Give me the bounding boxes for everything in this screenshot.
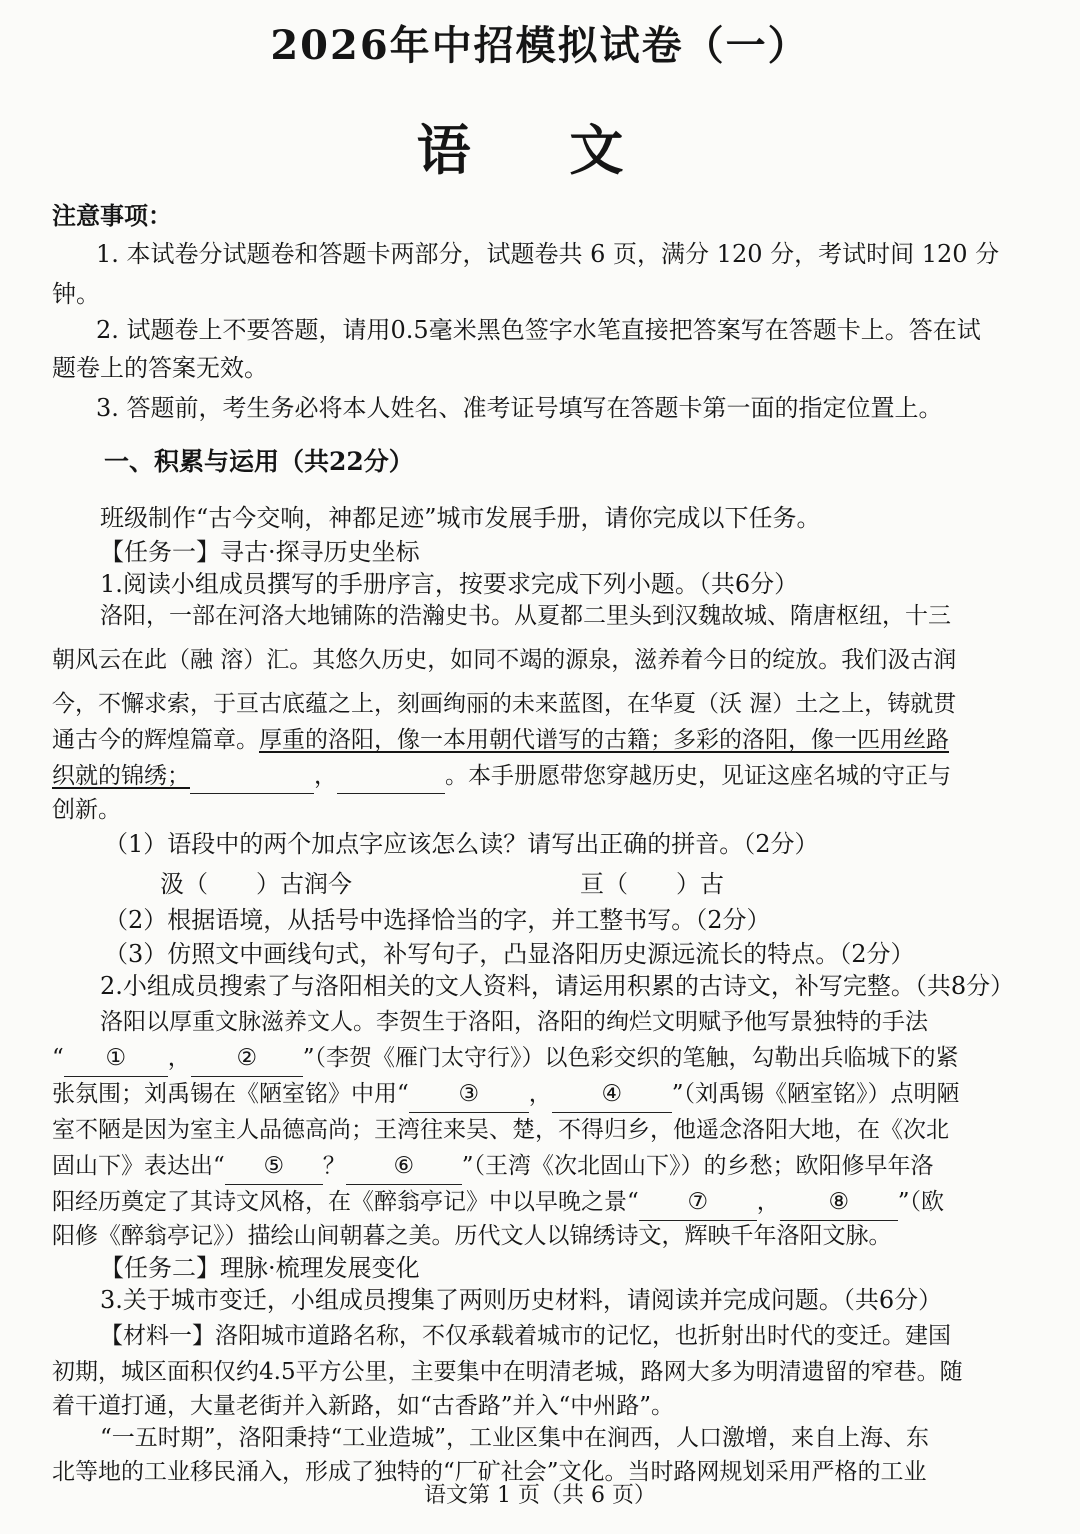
notice-item-1-cont: 钟。 [52, 280, 100, 308]
material-line-5: 北等地的工业移民涌入，形成了独特的“厂矿社会”文化。当时路网规划采用严格的工业 [52, 1459, 927, 1485]
q2-line-3: 张氛围；刘禹锡在《陋室铭》中用“ ③ ， ④ ”（刘禹锡《陋室铭》）点明陋 [52, 1076, 1032, 1113]
page-footer: 语文第 1 页（共 6 页） [424, 1483, 656, 1508]
q2-line-6: 阳经历奠定了其诗文风格，在《醉翁亭记》中以早晚之景“ ⑦ ， ⑧ ”（欧 [52, 1184, 1032, 1221]
notice-item-2-cont: 题卷上的答案无效。 [52, 354, 268, 382]
question-1: 1.阅读小组成员撰写的手册序言，按要求完成下列小题。（共6分） [100, 570, 799, 598]
notice-item-2: 2. 试题卷上不要答题，请用0.5毫米黑色签字水笔直接把答案写在答题卡上。答在试 [96, 316, 981, 344]
passage-text: 通古今的辉煌篇章。 [52, 727, 259, 753]
subquestion-3: （3）仿照文中画线句式，补写句子，凸显洛阳历史源远流长的特点。（2分） [104, 940, 915, 968]
material-line-4: “一五时期”，洛阳秉持“工业造城”，工业区集中在涧西，人口激增，来自上海、东 [100, 1425, 930, 1451]
underlined-sentence-end: 织就的锦绣； [52, 763, 190, 789]
q2-text: （欧 [909, 1189, 945, 1215]
subquestion-2: （2）根据语境，从括号中选择恰当的字，并工整书写。（2分） [104, 906, 771, 934]
q2-text: 张氛围；刘禹锡在《陋室铭》中用“ [52, 1081, 409, 1107]
blank-6[interactable]: ⑥ [346, 1148, 462, 1185]
notice-item-3: 3. 答题前，考生务必将本人姓名、准考证号填写在答题卡第一面的指定位置上。 [96, 394, 943, 422]
blank-7[interactable]: ⑦ [639, 1184, 757, 1221]
q2-text: 阳经历奠定了其诗文风格，在《醉翁亭记》中以早晚之景“ [52, 1189, 639, 1215]
section-heading: 一、积累与运用（共22分） [104, 447, 414, 476]
passage-line-2: 朝风云在此（融 溶）汇。其悠久历史，如同不竭的源泉，滋养着今日的绽放。我们汲古润 [52, 647, 957, 673]
q2-text: （王湾《次北固山下》）的乡愁；欧阳修早年洛 [473, 1153, 934, 1179]
q2-line-1: 洛阳以厚重文脉滋养文人。李贺生于洛阳，洛阳的绚烂文明赋予他写景独特的手法 [100, 1009, 928, 1035]
exam-title: 2026年中招模拟试卷（一） [270, 22, 810, 69]
passage-text: 。本手册愿带您穿越历史，见证这座名城的守正与 [445, 763, 951, 789]
notice-heading: 注意事项： [52, 201, 172, 230]
blank-4[interactable]: ④ [552, 1076, 672, 1113]
passage-line-6: 创新。 [52, 797, 121, 823]
q2-line-7: 阳修《醉翁亭记》）描绘山间朝暮之美。历代文人以锦绣诗文，辉映千年洛阳文脉。 [52, 1223, 892, 1249]
fill-blank[interactable] [190, 767, 314, 794]
question-3: 3.关于城市变迁，小组成员搜集了两则历史材料，请阅读并完成问题。（共6分） [100, 1286, 943, 1314]
material-line-3: 着干道打通，大量老街并入新路，如“古香路”并入“中州路”。 [52, 1393, 675, 1419]
comma: ， [314, 763, 337, 789]
pinyin-item-1: 汲（ ）古润今 [160, 870, 352, 898]
q2-text: （刘禹锡《陋室铭》）点明陋 [683, 1081, 960, 1107]
passage-line-3: 今，不懈求索，于亘古底蕴之上，刻画绚丽的未来蓝图，在华夏（沃 渥）土之上，铸就贯 [52, 691, 957, 717]
task-2-heading: 【任务二】理脉·梳理发展变化 [100, 1254, 420, 1282]
blank-3[interactable]: ③ [409, 1076, 529, 1113]
material-line-1: 【材料一】洛阳城市道路名称，不仅承载着城市的记忆，也折射出时代的变迁。建国 [100, 1323, 951, 1349]
question-2: 2.小组成员搜索了与洛阳相关的文人资料，请运用积累的古诗文，补写完整。（共8分） [100, 972, 1015, 1000]
blank-8[interactable]: ⑧ [780, 1184, 898, 1221]
material-line-2: 初期，城区面积仅约4.5平方公里，主要集中在明清老城，路网大多为明清遗留的窄巷。随 [52, 1359, 963, 1385]
q2-text: 固山下》表达出“ [52, 1153, 225, 1179]
blank-5[interactable]: ⑤ [225, 1148, 323, 1185]
notice-item-1: 1. 本试卷分试题卷和答题卡两部分，试题卷共 6 页，满分 120 分，考试时间 120 分 [96, 240, 1000, 268]
q2-text: （李贺《雁门太守行》）以色彩交织的笔触，勾勒出兵临城下的紧 [314, 1045, 959, 1071]
blank-1[interactable]: ① [64, 1040, 168, 1077]
q2-line-5: 固山下》表达出“ ⑤ ？ ⑥ ”（王湾《次北固山下》）的乡愁；欧阳修早年洛 [52, 1148, 1032, 1185]
passage-line-5 [52, 758, 1032, 794]
q2-line-2: “ ① ， ② ”（李贺《雁门太守行》）以色彩交织的笔触，勾勒出兵临城下的紧 [52, 1040, 1032, 1077]
underlined-sentence: 厚重的洛阳，像一本用朝代谱写的古籍；多彩的洛阳，像一匹用丝路 [259, 727, 949, 753]
task-1-heading: 【任务一】寻古·探寻历史坐标 [100, 538, 420, 566]
pinyin-item-2: 亘（ ）古 [580, 870, 724, 898]
section-intro: 班级制作“古今交响，神都足迹”城市发展手册，请你完成以下任务。 [100, 504, 821, 532]
passage-line-1: 洛阳，一部在河洛大地铺陈的浩瀚史书。从夏都二里头到汉魏故城、隋唐枢纽，十三 [100, 603, 951, 629]
q2-line-4: 室不陋是因为室主人品德高尚；王湾往来吴、楚，不得归乡，他遥念洛阳大地，在《次北 [52, 1117, 949, 1143]
fill-blank[interactable] [337, 767, 445, 794]
subquestion-1: （1）语段中的两个加点字应该怎么读？请写出正确的拼音。（2分） [104, 830, 819, 858]
subject-title: 语 文 [416, 118, 664, 182]
passage-line-4 [52, 722, 1032, 758]
blank-2[interactable]: ② [191, 1040, 303, 1077]
